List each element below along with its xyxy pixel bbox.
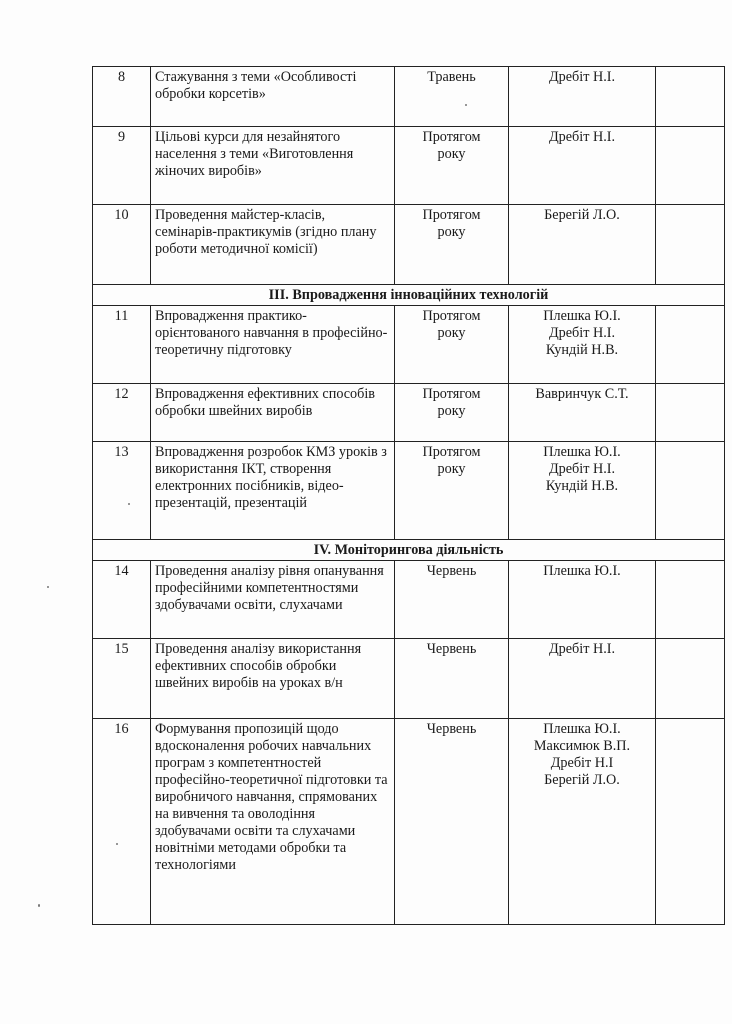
table-row: [93, 561, 725, 639]
scan-speck: [38, 904, 40, 907]
section-header-row: [93, 540, 725, 561]
notes-cell: [656, 205, 725, 285]
table-row: [93, 384, 725, 442]
task-description: Цільові курси для незайнятого населення з теми «Виготовлення жіночих виробів»: [151, 127, 395, 205]
notes-cell: [656, 384, 725, 442]
responsible-persons: Дребіт Н.І.: [509, 639, 656, 719]
scan-speck: [465, 104, 467, 106]
notes-cell: [656, 67, 725, 127]
task-description: Впровадження ефективних способів обробки швейних виробів: [151, 384, 395, 442]
task-description: Проведення майстер-класів, семінарів-практикумів (згідно плану роботи методичної комісії): [151, 205, 395, 285]
due-term: Протягом року: [395, 442, 509, 540]
responsible-persons: Плешка Ю.І.: [509, 561, 656, 639]
responsible-persons: Дребіт Н.І.: [509, 67, 656, 127]
due-term: Протягом року: [395, 127, 509, 205]
row-number: 12: [93, 384, 151, 442]
table-row: [93, 205, 725, 285]
table-row: [93, 67, 725, 127]
work-plan-table: [92, 66, 725, 925]
task-description: Проведення аналізу використання ефективних способів обробки швейних виробів на уроках в/н: [151, 639, 395, 719]
row-number: 16: [93, 719, 151, 925]
responsible-persons: Плешка Ю.І. Дребіт Н.І. Кундій Н.В.: [509, 306, 656, 384]
table-row: [93, 719, 725, 925]
notes-cell: [656, 561, 725, 639]
task-description: Проведення аналізу рівня опанування професійними компетентностями здобувачами освіти, слухачами: [151, 561, 395, 639]
row-number: 14: [93, 561, 151, 639]
table-row: [93, 639, 725, 719]
responsible-persons: Плешка Ю.І. Максимюк В.П. Дребіт Н.І Берегій Л.О.: [509, 719, 656, 925]
responsible-persons: Плешка Ю.І. Дребіт Н.І. Кундій Н.В.: [509, 442, 656, 540]
row-number: 9: [93, 127, 151, 205]
row-number: 10: [93, 205, 151, 285]
table-row: [93, 306, 725, 384]
due-term: Протягом року: [395, 384, 509, 442]
scan-speck: [47, 586, 49, 588]
task-description: Формування пропозицій щодо вдосконалення робочих навчальних програм з компетентностей професійно-теоретичної підготовки та виробничого навчання, спрямованих на вивчення та оволодіння здобувачами освіти та слухачами новітніми методами обробки та технологіями: [151, 719, 395, 925]
due-term: Протягом року: [395, 205, 509, 285]
row-number: 11: [93, 306, 151, 384]
task-description: Впровадження практико-орієнтованого навчання в професійно-теоретичну підготовку: [151, 306, 395, 384]
due-term: Червень: [395, 561, 509, 639]
task-description: Впровадження розробок КМЗ уроків з використання ІКТ, створення електронних посібників, відео-презентацій, презентацій: [151, 442, 395, 540]
section-title: ІІІ. Впровадження інноваційних технологій: [93, 285, 725, 306]
row-number: 15: [93, 639, 151, 719]
notes-cell: [656, 719, 725, 925]
responsible-persons: Дребіт Н.І.: [509, 127, 656, 205]
scan-speck: [116, 843, 118, 845]
responsible-persons: Берегій Л.О.: [509, 205, 656, 285]
table-row: [93, 127, 725, 205]
work-plan-table-body: [93, 67, 725, 925]
scan-speck: [128, 503, 130, 505]
row-number: 8: [93, 67, 151, 127]
responsible-persons: Вавринчук С.Т.: [509, 384, 656, 442]
due-term: Травень: [395, 67, 509, 127]
table-row: [93, 442, 725, 540]
notes-cell: [656, 306, 725, 384]
notes-cell: [656, 442, 725, 540]
section-header-row: [93, 285, 725, 306]
notes-cell: [656, 639, 725, 719]
section-title: IV. Моніторингова діяльність: [93, 540, 725, 561]
due-term: Червень: [395, 639, 509, 719]
notes-cell: [656, 127, 725, 205]
due-term: Червень: [395, 719, 509, 925]
task-description: Стажування з теми «Особливості обробки корсетів»: [151, 67, 395, 127]
due-term: Протягом року: [395, 306, 509, 384]
row-number: 13: [93, 442, 151, 540]
